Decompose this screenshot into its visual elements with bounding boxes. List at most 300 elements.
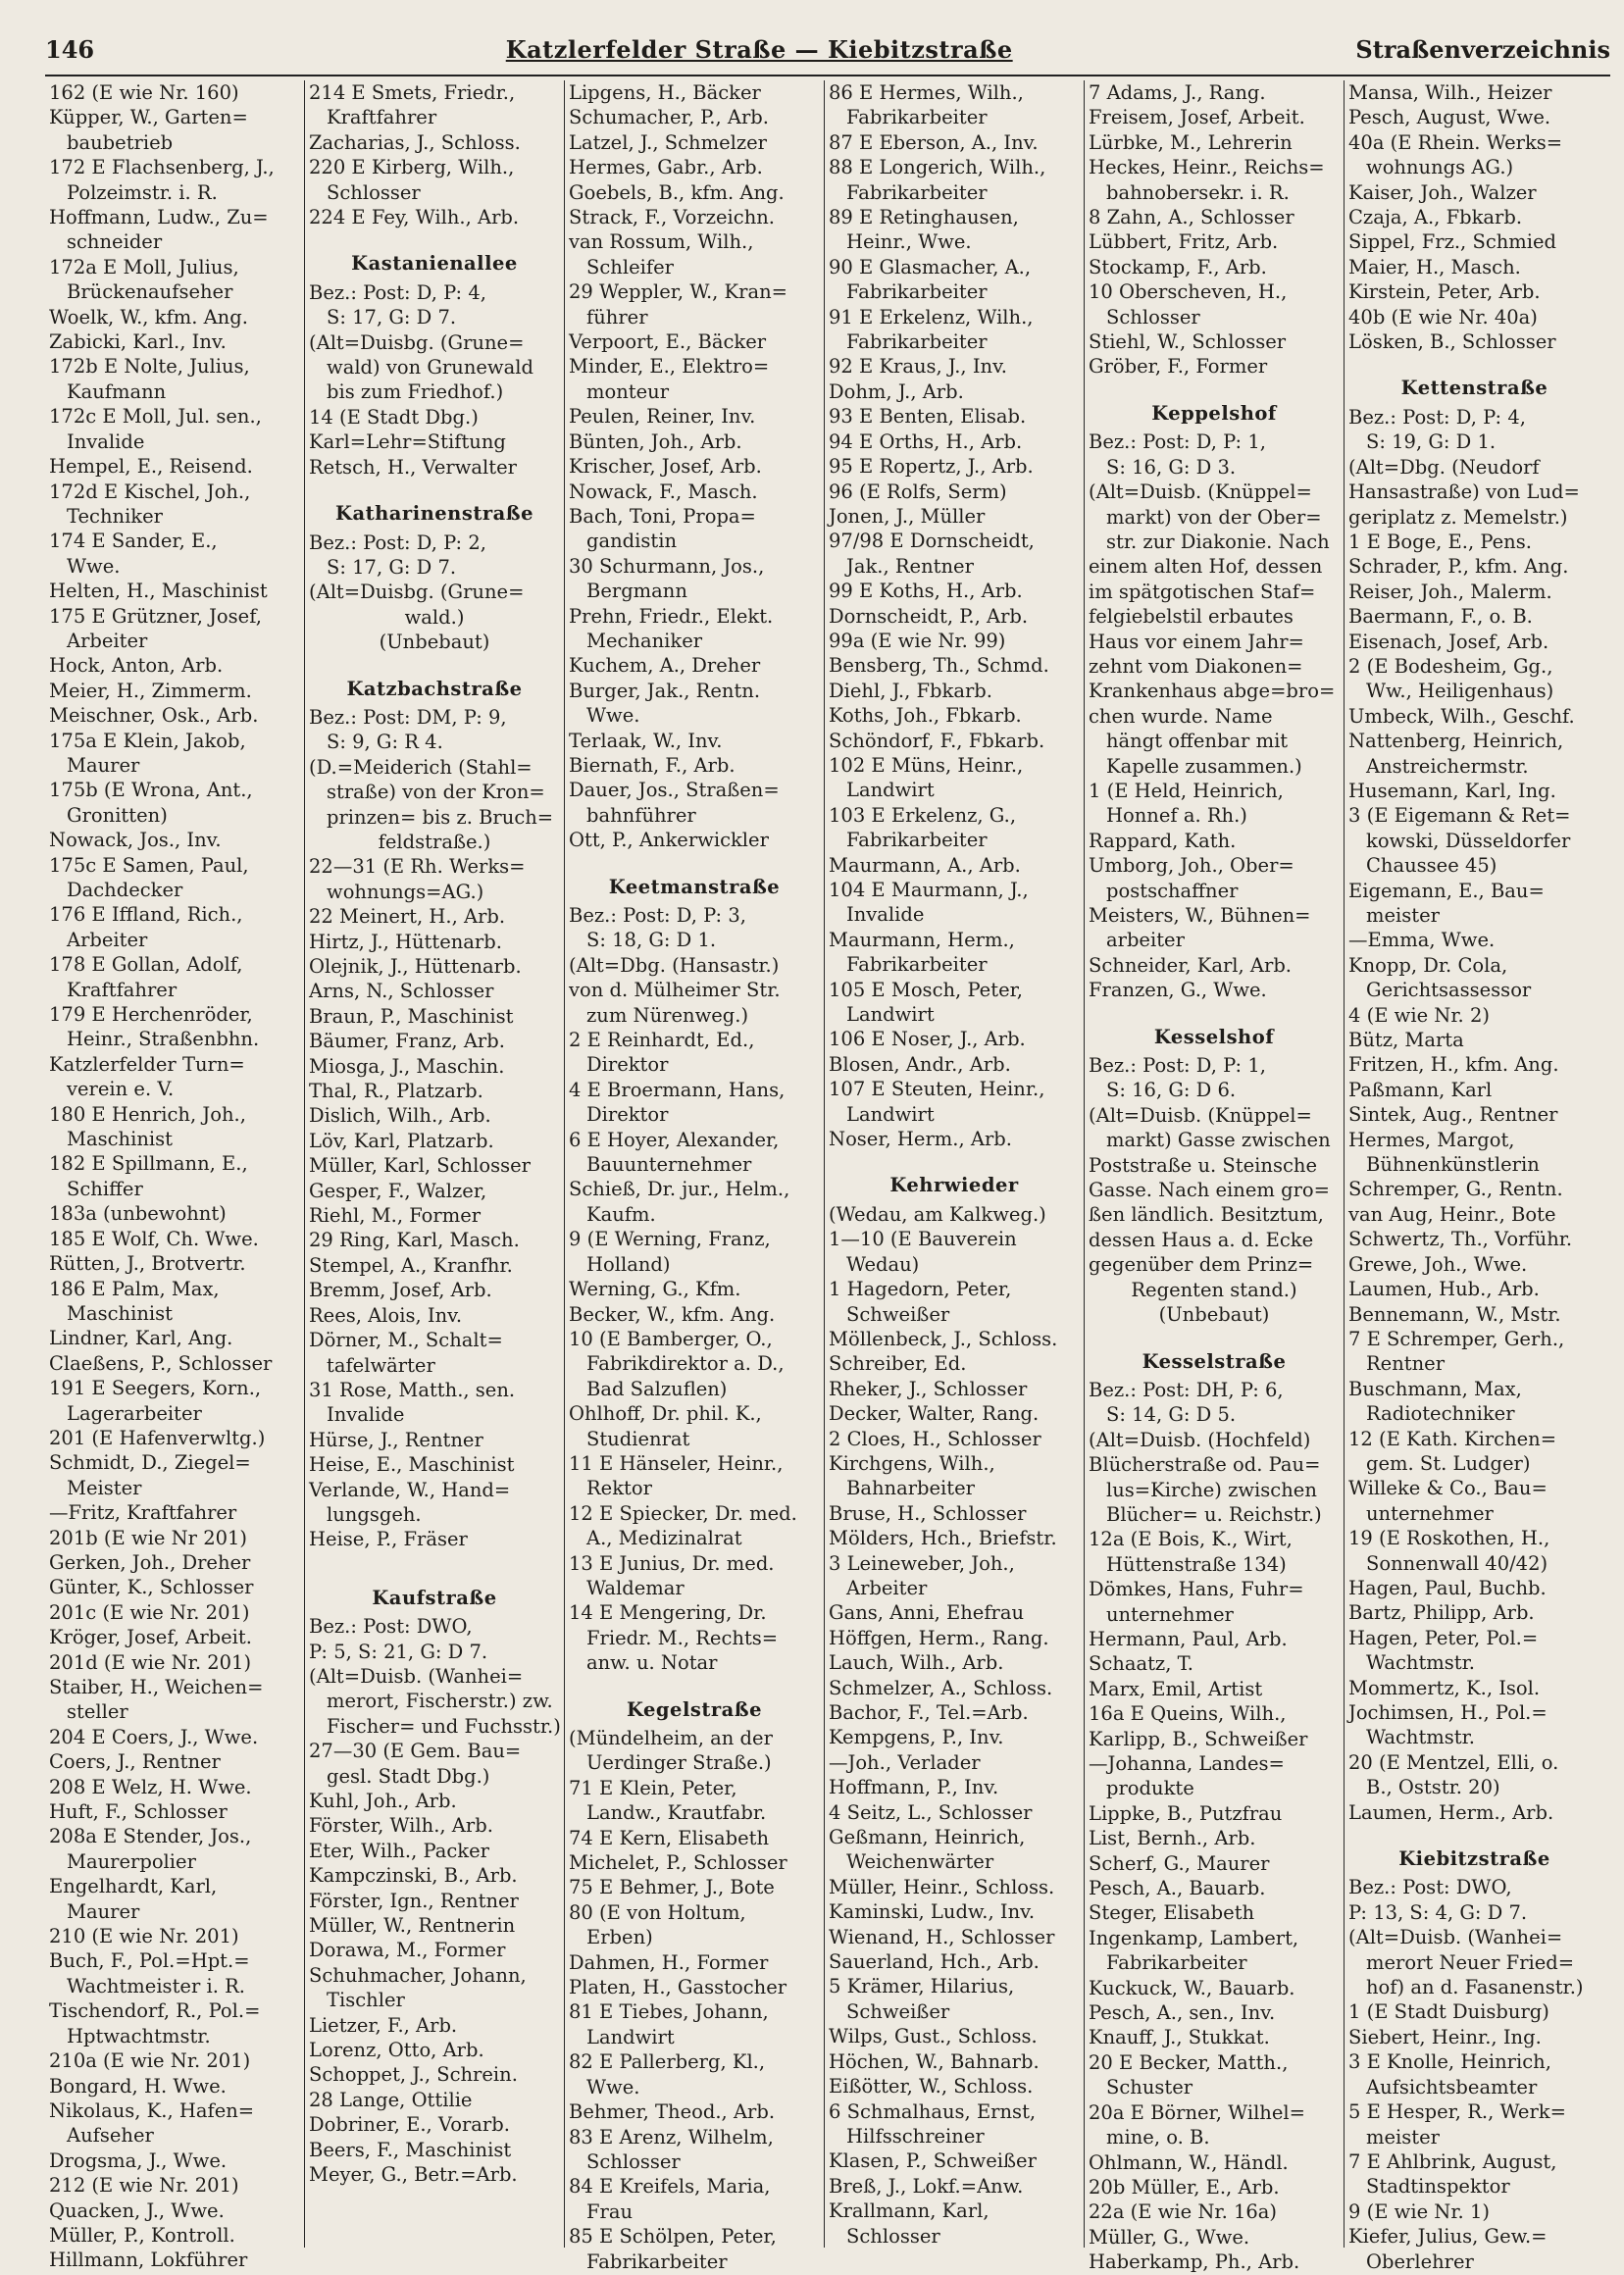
- directory-line: Erben): [586, 1926, 653, 1949]
- spacer: [569, 853, 820, 865]
- directory-line: Radiotechniker: [1366, 1402, 1515, 1426]
- directory-line: Fabrikarbeiter: [846, 829, 988, 852]
- directory-line: 93 E Benten, Elisab.: [829, 405, 1027, 429]
- directory-line: Jonen, J., Müller: [829, 504, 986, 528]
- directory-line: Willeke & Co., Bau=: [1348, 1477, 1548, 1500]
- directory-line: Hermes, Margot,: [1348, 1128, 1515, 1151]
- directory-line: Wilps, Gust., Schloss.: [829, 2025, 1038, 2048]
- directory-line: Geßmann, Heinrich,: [829, 1826, 1026, 1849]
- directory-line: 85 E Schölpen, Peter,: [569, 2225, 777, 2249]
- directory-line: Fabrikarbeiter: [1106, 1951, 1247, 1975]
- directory-line: Eißötter, W., Schloss.: [829, 2075, 1034, 2098]
- directory-line: Dohm, J., Arb.: [829, 379, 964, 403]
- directory-line: Bez.: Post: DWO,: [309, 1615, 473, 1639]
- directory-line: Bremm, Josef, Arb.: [309, 1279, 492, 1302]
- directory-line: 185 E Wolf, Ch. Wwe.: [49, 1227, 259, 1250]
- spacer: [1089, 379, 1340, 391]
- directory-line: (Unbebaut): [1158, 1303, 1270, 1327]
- directory-line: 22 Meinert, H., Arb.: [309, 905, 506, 929]
- directory-line: Aufseher: [67, 2124, 154, 2148]
- directory-line: Stiehl, W., Schlosser: [1089, 330, 1287, 354]
- directory-line: 74 E Kern, Elisabeth: [569, 1826, 770, 1849]
- directory-line: monteur: [586, 379, 670, 403]
- directory-line: Müller, P., Kontroll.: [49, 2223, 235, 2247]
- directory-line: bahnführer: [586, 803, 696, 827]
- directory-line: 214 E Smets, Friedr.,: [309, 81, 516, 104]
- directory-line: Landwirt: [846, 1003, 935, 1027]
- directory-line: 14 (E Stadt Dbg.): [309, 405, 479, 429]
- directory-line: Blosen, Andr., Arb.: [829, 1052, 1011, 1076]
- directory-line: Buch, F., Pol.=Hpt.=: [49, 1949, 250, 1973]
- directory-line: Noser, Herm., Arb.: [829, 1128, 1012, 1151]
- directory-line: mine, o. B.: [1106, 2126, 1210, 2149]
- directory-line: 175a E Klein, Jakob,: [49, 729, 246, 752]
- directory-line: Bühnenkünstlerin: [1366, 1153, 1540, 1177]
- directory-line: Schlosser: [1106, 305, 1200, 329]
- directory-line: Umbeck, Wilh., Geschf.: [1348, 704, 1575, 728]
- directory-line: Pesch, A., sen., Inv.: [1089, 2001, 1276, 2025]
- directory-line: 210 (E wie Nr. 201): [49, 1925, 239, 1948]
- directory-line: Poststraße u. Steinsche: [1089, 1153, 1317, 1177]
- directory-line: 208 E Welz, H. Wwe.: [49, 1775, 252, 1798]
- directory-line: —Johanna, Landes=: [1089, 1752, 1285, 1775]
- directory-line: hängt offenbar mit: [1106, 730, 1289, 753]
- directory-line: Zabicki, Karl., Inv.: [49, 330, 227, 354]
- directory-line: Terlaak, W., Inv.: [569, 729, 723, 752]
- directory-line: Stadtinspektor: [1366, 2175, 1510, 2199]
- directory-line: Peulen, Reiner, Inv.: [569, 405, 756, 429]
- street-heading: Kesselshof: [1153, 1025, 1275, 1048]
- directory-line: Maurmann, A., Arb.: [829, 853, 1021, 877]
- directory-line: Fabrikarbeiter: [846, 330, 988, 354]
- directory-line: Becker, W., kfm. Ang.: [569, 1302, 776, 1326]
- directory-line: 94 E Orths, H., Arb.: [829, 430, 1023, 453]
- directory-line: Czaja, A., Fbkarb.: [1348, 206, 1523, 229]
- directory-line: von d. Mülheimer Str.: [569, 979, 781, 1002]
- directory-line: (Alt=Duisb. (Hochfeld): [1089, 1428, 1311, 1451]
- directory-line: —Fritz, Kraftfahrer: [49, 1501, 237, 1525]
- directory-line: Klasen, P., Schweißer: [829, 2149, 1037, 2173]
- directory-line: 178 E Gollan, Adolf,: [49, 953, 243, 977]
- directory-line: Schlosser: [586, 2149, 681, 2173]
- directory-line: dessen Haus a. d. Ecke: [1089, 1228, 1314, 1251]
- directory-line: 12 (E Kath. Kirchen=: [1348, 1427, 1557, 1450]
- directory-line: 172a E Moll, Julius,: [49, 255, 239, 278]
- directory-line: Pesch, August, Wwe.: [1348, 106, 1551, 129]
- directory-line: Paßmann, Karl: [1348, 1078, 1493, 1101]
- directory-line: 8 Zahn, A., Schlosser: [1089, 206, 1294, 229]
- directory-line: Schlosser: [327, 180, 421, 204]
- spacer: [1089, 1003, 1340, 1015]
- directory-line: Kaufm.: [586, 1202, 656, 1226]
- directory-line: Nattenberg, Heinrich,: [1348, 730, 1564, 753]
- street-heading: Kegelstraße: [627, 1697, 762, 1721]
- directory-line: 1 (E Held, Heinrich,: [1089, 779, 1284, 802]
- directory-line: Burger, Jak., Rentn.: [569, 679, 761, 702]
- directory-line: 99 E Koths, H., Arb.: [829, 580, 1023, 603]
- street-heading: Kastanienallee: [351, 252, 518, 276]
- directory-line: 96 (E Rolfs, Serm): [829, 480, 1007, 503]
- directory-line: 84 E Kreifels, Maria,: [569, 2175, 771, 2199]
- page-header: [45, 35, 1610, 76]
- directory-line: Bez.: Post: D, P: 1,: [1089, 430, 1266, 454]
- directory-line: Dörner, M., Schalt=: [309, 1329, 503, 1352]
- directory-line: Krankenhaus abge=bro=: [1089, 680, 1336, 703]
- directory-line: 31 Rose, Matth., sen.: [309, 1378, 516, 1401]
- directory-line: Förster, Ign., Rentner: [309, 1889, 519, 1912]
- directory-line: einem alten Hof, dessen: [1089, 555, 1323, 579]
- directory-line: Ott, P., Ankerwickler: [569, 829, 769, 852]
- directory-line: felgiebelstil erbautes: [1089, 605, 1294, 629]
- directory-line: Bartz, Philipp, Arb.: [1348, 1601, 1535, 1625]
- directory-line: 89 E Retinghausen,: [829, 206, 1019, 229]
- directory-line: Pesch, A., Bauarb.: [1089, 1877, 1266, 1900]
- directory-line: Schreiber, Ed.: [829, 1352, 967, 1376]
- directory-line: Hüttenstraße 134): [1106, 1552, 1287, 1576]
- directory-line: Dislich, Wilh., Arb.: [309, 1104, 491, 1128]
- directory-line: Lindner, Karl, Ang.: [49, 1327, 233, 1350]
- directory-line: produkte: [1106, 1777, 1194, 1800]
- directory-line: Kraftfahrer: [67, 978, 178, 1001]
- directory-line: unternehmer: [1106, 1602, 1234, 1626]
- directory-line: 87 E Eberson, A., Inv.: [829, 130, 1039, 154]
- street-heading: Katzbachstraße: [346, 677, 523, 700]
- directory-line: 102 E Müns, Heinr.,: [829, 753, 1024, 777]
- directory-line: 175b (E Wrona, Ant.,: [49, 779, 253, 802]
- directory-line: Mechaniker: [586, 629, 703, 652]
- directory-line: Lorenz, Otto, Arb.: [309, 2039, 484, 2062]
- directory-line: Schiffer: [67, 1177, 143, 1200]
- directory-line: Kaufmann: [67, 379, 167, 403]
- directory-line: 2 Cloes, H., Schlosser: [829, 1427, 1041, 1450]
- directory-line: Sintek, Aug., Rentner: [1348, 1103, 1558, 1127]
- directory-line: markt) Gasse zwischen: [1106, 1129, 1331, 1152]
- directory-line: Oberlehrer: [1366, 2250, 1474, 2273]
- directory-line: (Unbebaut): [379, 631, 490, 654]
- directory-line: zum Nürenweg.): [586, 1003, 749, 1027]
- directory-line: Bachor, F., Tel.=Arb.: [829, 1701, 1029, 1724]
- directory-line: Heinr., Straßenbhn.: [67, 1028, 260, 1051]
- directory-line: 29 Weppler, W., Kran=: [569, 280, 787, 304]
- directory-line: Reiser, Joh., Malerm.: [1348, 580, 1552, 603]
- directory-line: Haberkamp, Ph., Arb.: [1089, 2250, 1300, 2274]
- directory-line: Verlande, W., Hand=: [309, 1478, 511, 1501]
- directory-line: Hoffmann, Ludw., Zu=: [49, 206, 269, 229]
- directory-line: Honnef a. Rh.): [1106, 804, 1247, 828]
- directory-line: van Aug, Heinr., Bote: [1348, 1202, 1556, 1226]
- directory-line: Hptwachtmstr.: [67, 2024, 211, 2048]
- directory-line: 208a E Stender, Jos.,: [49, 1825, 252, 1848]
- directory-line: Maurer: [67, 1899, 140, 1923]
- directory-line: Lösken, B., Schlosser: [1348, 330, 1556, 354]
- directory-line: (Alt=Duisb. (Knüppel=: [1089, 480, 1312, 504]
- directory-line: Küpper, W., Garten=: [49, 106, 248, 129]
- directory-line: Invalide: [67, 430, 145, 453]
- directory-line: Meyer, G., Betr.=Arb.: [309, 2163, 518, 2187]
- directory-line: Günter, K., Schlosser: [49, 1576, 254, 1599]
- directory-line: 88 E Longerich, Wilh.,: [829, 156, 1046, 179]
- directory-line: Schrader, P., kfm. Ang.: [1348, 555, 1569, 579]
- directory-line: S: 9, G: R 4.: [327, 731, 443, 754]
- directory-line: Koths, Joh., Fbkarb.: [829, 704, 1022, 728]
- directory-line: 204 E Coers, J., Wwe.: [49, 1725, 259, 1748]
- directory-line: Meister: [67, 1476, 142, 1499]
- directory-line: Stockamp, F., Arb.: [1089, 255, 1267, 278]
- directory-line: Woelk, W., kfm. Ang.: [49, 305, 248, 329]
- directory-line: List, Bernh., Arb.: [1089, 1827, 1256, 1850]
- directory-line: 174 E Sander, E.,: [49, 530, 218, 553]
- directory-line: Stempel, A., Kranfhr.: [309, 1253, 513, 1277]
- directory-line: 4 (E wie Nr. 2): [1348, 1003, 1490, 1027]
- directory-line: Ohlhoff, Dr. phil. K.,: [569, 1402, 762, 1426]
- directory-line: 86 E Hermes, Wilh.,: [829, 81, 1024, 104]
- directory-line: Prehn, Friedr., Elekt.: [569, 604, 774, 628]
- directory-line: gandistin: [586, 530, 678, 553]
- street-heading: Keppelshof: [1151, 401, 1277, 425]
- directory-line: 162 (E wie Nr. 160): [49, 81, 239, 104]
- directory-line: Wwe.: [67, 554, 121, 578]
- directory-line: Direktor: [586, 1053, 669, 1077]
- directory-line: 191 E Seegers, Korn.,: [49, 1377, 262, 1400]
- directory-line: Brückenaufseher: [67, 280, 233, 304]
- directory-line: 180 E Henrich, Joh.,: [49, 1102, 246, 1126]
- directory-line: 2 E Reinhardt, Ed.,: [569, 1029, 755, 1052]
- directory-line: Ohlmann, W., Händl.: [1089, 2150, 1289, 2174]
- directory-line: Hoffmann, P., Inv.: [829, 1776, 999, 1799]
- directory-line: Kampczinski, B., Arb.: [309, 1864, 518, 1888]
- directory-line: Gesper, F., Walzer,: [309, 1179, 487, 1202]
- directory-line: Invalide: [846, 903, 925, 927]
- directory-line: 201d (E wie Nr. 201): [49, 1650, 252, 1674]
- directory-line: 212 (E wie Nr. 201): [49, 2174, 239, 2198]
- directory-line: geriplatz z. Memelstr.): [1348, 505, 1568, 529]
- directory-line: Techniker: [67, 504, 163, 528]
- directory-line: Verpoort, E., Bäcker: [569, 330, 767, 354]
- directory-line: Scherf, G., Maurer: [1089, 1851, 1270, 1875]
- directory-line: Chaussee 45): [1366, 854, 1497, 878]
- directory-line: Bruse, H., Schlosser: [829, 1501, 1027, 1525]
- directory-line: Fabrikarbeiter: [846, 280, 988, 304]
- directory-line: Karlipp, B., Schweißer: [1089, 1727, 1308, 1750]
- street-heading: Kaufstraße: [372, 1586, 497, 1609]
- directory-line: Hürse, J., Rentner: [309, 1428, 483, 1451]
- directory-line: Kaminski, Ludw., Inv.: [829, 1900, 1036, 1924]
- street-heading: Kehrwieder: [889, 1174, 1019, 1197]
- directory-line: Rütten, J., Brotvertr.: [49, 1252, 246, 1276]
- directory-line: S: 18, G: D 1.: [586, 929, 717, 952]
- directory-line: Fritzen, H., kfm. Ang.: [1348, 1053, 1559, 1077]
- directory-line: 99a (E wie Nr. 99): [829, 629, 1006, 652]
- directory-line: 28 Lange, Ottilie: [309, 2088, 473, 2111]
- directory-line: gesl. Stadt Dbg.): [327, 1764, 490, 1788]
- directory-line: Wedau): [846, 1252, 920, 1276]
- directory-line: Fabrikarbeiter: [846, 180, 988, 204]
- directory-line: 13 E Junius, Dr. med.: [569, 1551, 775, 1575]
- directory-line: Lippke, B., Putzfrau: [1089, 1801, 1283, 1825]
- directory-line: 40b (E wie Nr. 40a): [1348, 305, 1538, 329]
- directory-line: Knopp, Dr. Cola,: [1348, 953, 1508, 977]
- directory-line: Bahnarbeiter: [846, 1477, 975, 1500]
- directory-line: Blücherstraße od. Pau=: [1089, 1453, 1321, 1477]
- directory-line: 22—31 (E Rh. Werks=: [309, 855, 526, 879]
- directory-line: Wwe.: [586, 704, 640, 728]
- directory-line: Sippel, Frz., Schmied: [1348, 230, 1557, 254]
- directory-line: Blücher= u. Reichstr.): [1106, 1502, 1322, 1526]
- directory-line: Gröber, F., Former: [1089, 355, 1268, 379]
- directory-line: Dornscheidt, P., Arb.: [829, 604, 1029, 628]
- directory-line: Sauerland, Hch., Arb.: [829, 1950, 1040, 1974]
- directory-line: Hagen, Peter, Pol.=: [1348, 1626, 1539, 1649]
- directory-line: Lietzer, F., Arb.: [309, 2013, 458, 2037]
- directory-line: Schwertz, Th., Vorführ.: [1348, 1228, 1573, 1251]
- directory-line: Kuchem, A., Dreher: [569, 654, 761, 678]
- directory-line: chen wurde. Name: [1089, 704, 1273, 728]
- directory-line: Krallmann, Karl,: [829, 2199, 990, 2223]
- directory-line: führer: [586, 305, 648, 329]
- directory-line: 1 Hagedorn, Peter,: [829, 1278, 1012, 1301]
- directory-line: merort Neuer Fried=: [1366, 1950, 1575, 1974]
- directory-line: Bäumer, Franz, Arb.: [309, 1030, 505, 1053]
- directory-line: Wachtmeister i. R.: [67, 1974, 245, 1997]
- directory-line: Fabrikarbeiter: [846, 953, 988, 977]
- directory-line: merort, Fischerstr.) zw.: [327, 1690, 553, 1713]
- directory-line: Lipgens, H., Bäcker: [569, 81, 761, 104]
- directory-line: S: 17, G: D 7.: [327, 306, 457, 329]
- directory-line: Fabrikarbeiter: [586, 2250, 728, 2273]
- directory-line: 172 E Flachsenberg, J.,: [49, 156, 275, 179]
- directory-line: 27—30 (E Gem. Bau=: [309, 1740, 522, 1763]
- directory-line: Höffgen, Herm., Rang.: [829, 1626, 1049, 1649]
- directory-line: steller: [67, 1700, 128, 1724]
- directory-line: Biernath, F., Arb.: [569, 753, 736, 777]
- page-number: 146: [45, 35, 95, 64]
- directory-line: Baermann, F., o. B.: [1348, 605, 1533, 629]
- directory-line: 175 E Grützner, Josef,: [49, 604, 262, 628]
- spacer: [309, 1564, 560, 1576]
- directory-line: Bad Salzuflen): [586, 1377, 728, 1400]
- directory-line: S: 17, G: D 7.: [327, 555, 457, 579]
- directory-line: Laumen, Herm., Arb.: [1348, 1800, 1554, 1824]
- directory-line: 20 (E Mentzel, Elli, o.: [1348, 1750, 1559, 1774]
- directory-line: S: 16, G: D 6.: [1106, 1079, 1237, 1102]
- spacer: [829, 1151, 1080, 1163]
- directory-line: Marx, Emil, Artist: [1089, 1677, 1263, 1700]
- directory-line: Wachtmstr.: [1366, 1726, 1476, 1749]
- directory-line: Heise, E., Maschinist: [309, 1453, 515, 1477]
- directory-line: Lauch, Wilh., Arb.: [829, 1651, 1004, 1675]
- directory-line: Sonnenwall 40/42): [1366, 1551, 1548, 1575]
- directory-line: 183a (unbewohnt): [49, 1202, 227, 1226]
- directory-line: Olejnik, J., Hüttenarb.: [309, 955, 522, 978]
- directory-line: Müller, W., Rentnerin: [309, 1914, 516, 1938]
- directory-line: Rektor: [586, 1477, 652, 1500]
- directory-line: Direktor: [586, 1103, 669, 1127]
- directory-line: tafelwärter: [327, 1353, 435, 1377]
- directory-line: 11 E Hänseler, Heinr.,: [569, 1451, 784, 1475]
- directory-line: Dahmen, H., Former: [569, 1950, 769, 1974]
- directory-line: Latzel, J., Schmelzer: [569, 130, 767, 154]
- directory-line: 7 Adams, J., Rang.: [1089, 81, 1266, 104]
- spacer: [1089, 1328, 1340, 1340]
- directory-line: Höchen, W., Bahnarb.: [829, 2049, 1040, 2073]
- column-3: [565, 80, 825, 2273]
- directory-line: 14 E Mengering, Dr.: [569, 1601, 767, 1625]
- directory-line: Zacharias, J., Schloss.: [309, 130, 521, 154]
- directory-line: P: 13, S: 4, G: D 7.: [1348, 1900, 1528, 1924]
- directory-line: Kraftfahrer: [327, 106, 437, 129]
- directory-line: postschaffner: [1106, 879, 1239, 902]
- directory-line: 4 E Broermann, Hans,: [569, 1078, 786, 1101]
- directory-line: Bez.: Post: D, P: 3,: [569, 904, 746, 927]
- directory-line: lungsgeh.: [327, 1502, 422, 1526]
- directory-line: Hermann, Paul, Arb.: [1089, 1627, 1288, 1650]
- directory-line: 30 Schurmann, Jos.,: [569, 554, 765, 578]
- directory-line: Dömkes, Hans, Fuhr=: [1089, 1578, 1304, 1601]
- directory-line: Maurmann, Herm.,: [829, 928, 1015, 951]
- directory-line: Rees, Alois, Inv.: [309, 1303, 463, 1327]
- directory-line: 7 E Ahlbrink, August,: [1348, 2149, 1557, 2173]
- directory-line: baubetrieb: [67, 130, 174, 154]
- directory-line: Hirtz, J., Hüttenarb.: [309, 930, 502, 953]
- directory-line: 20a E Börner, Wilhel=: [1089, 2100, 1305, 2124]
- directory-line: Mommertz, K., Isol.: [1348, 1676, 1541, 1699]
- directory-line: Strack, F., Vorzeichn.: [569, 206, 776, 229]
- directory-line: Laumen, Hub., Arb.: [1348, 1278, 1540, 1301]
- directory-line: (Mündelheim, an der: [569, 1727, 773, 1749]
- directory-line: 97/98 E Dornscheidt,: [829, 530, 1035, 553]
- directory-line: Minder, E., Elektro=: [569, 355, 770, 379]
- street-heading: Keetmanstraße: [608, 875, 781, 898]
- column-2: [305, 80, 565, 2248]
- directory-line: straße) von der Kron=: [327, 781, 545, 804]
- directory-line: Friedr. M., Rechts=: [586, 1626, 779, 1649]
- spacer: [1348, 1825, 1600, 1837]
- directory-line: Kuckuck, W., Bauarb.: [1089, 1976, 1295, 1999]
- directory-line: Franzen, G., Wwe.: [1089, 979, 1267, 1002]
- directory-line: Karl=Lehr=Stiftung: [309, 430, 506, 454]
- directory-line: Meier, H., Zimmerm.: [49, 679, 252, 702]
- directory-line: Steger, Elisabeth: [1089, 1901, 1255, 1925]
- directory-line: 201c (E wie Nr. 201): [49, 1600, 250, 1624]
- directory-line: Rappard, Kath.: [1089, 829, 1237, 852]
- directory-line: Thal, R., Platzarb.: [309, 1080, 483, 1103]
- directory-line: Gans, Anni, Ehefrau: [829, 1601, 1025, 1625]
- directory-line: gegenüber dem Prinz=: [1089, 1253, 1314, 1277]
- directory-line: Retsch, H., Verwalter: [309, 455, 517, 479]
- directory-line: 182 E Spillmann, E.,: [49, 1152, 248, 1176]
- directory-line: Müller, Heinr., Schloss.: [829, 1875, 1055, 1898]
- directory-line: 201 (E Hafenverwltg.): [49, 1426, 266, 1449]
- directory-line: (Alt=Duisb. (Knüppel=: [1089, 1103, 1312, 1127]
- directory-line: Maschinist: [67, 1301, 173, 1325]
- directory-line: Maurerpolier: [67, 1849, 196, 1873]
- directory-line: Bez.: Post: D, P: 1,: [1089, 1054, 1266, 1078]
- directory-line: 7 E Schremper, Gerh.,: [1348, 1327, 1565, 1350]
- directory-line: Buschmann, Max,: [1348, 1377, 1522, 1400]
- directory-line: Bütz, Marta: [1348, 1029, 1464, 1052]
- directory-line: lus=Kirche) zwischen: [1106, 1478, 1317, 1501]
- directory-line: Meischner, Osk., Arb.: [49, 704, 259, 728]
- directory-line: 90 E Glasmacher, A.,: [829, 255, 1032, 278]
- directory-line: 176 E Iffland, Rich.,: [49, 903, 243, 927]
- directory-line: Knauff, J., Stukkat.: [1089, 2026, 1270, 2049]
- directory-line: Schoppet, J., Schrein.: [309, 2063, 518, 2087]
- directory-line: Holland): [586, 1252, 671, 1276]
- directory-line: Anstreichermstr.: [1366, 754, 1529, 778]
- directory-line: Schremper, G., Rentn.: [1348, 1178, 1563, 1201]
- directory-line: Kuhl, Joh., Arb.: [309, 1790, 457, 1812]
- directory-line: Schlosser: [846, 2224, 940, 2248]
